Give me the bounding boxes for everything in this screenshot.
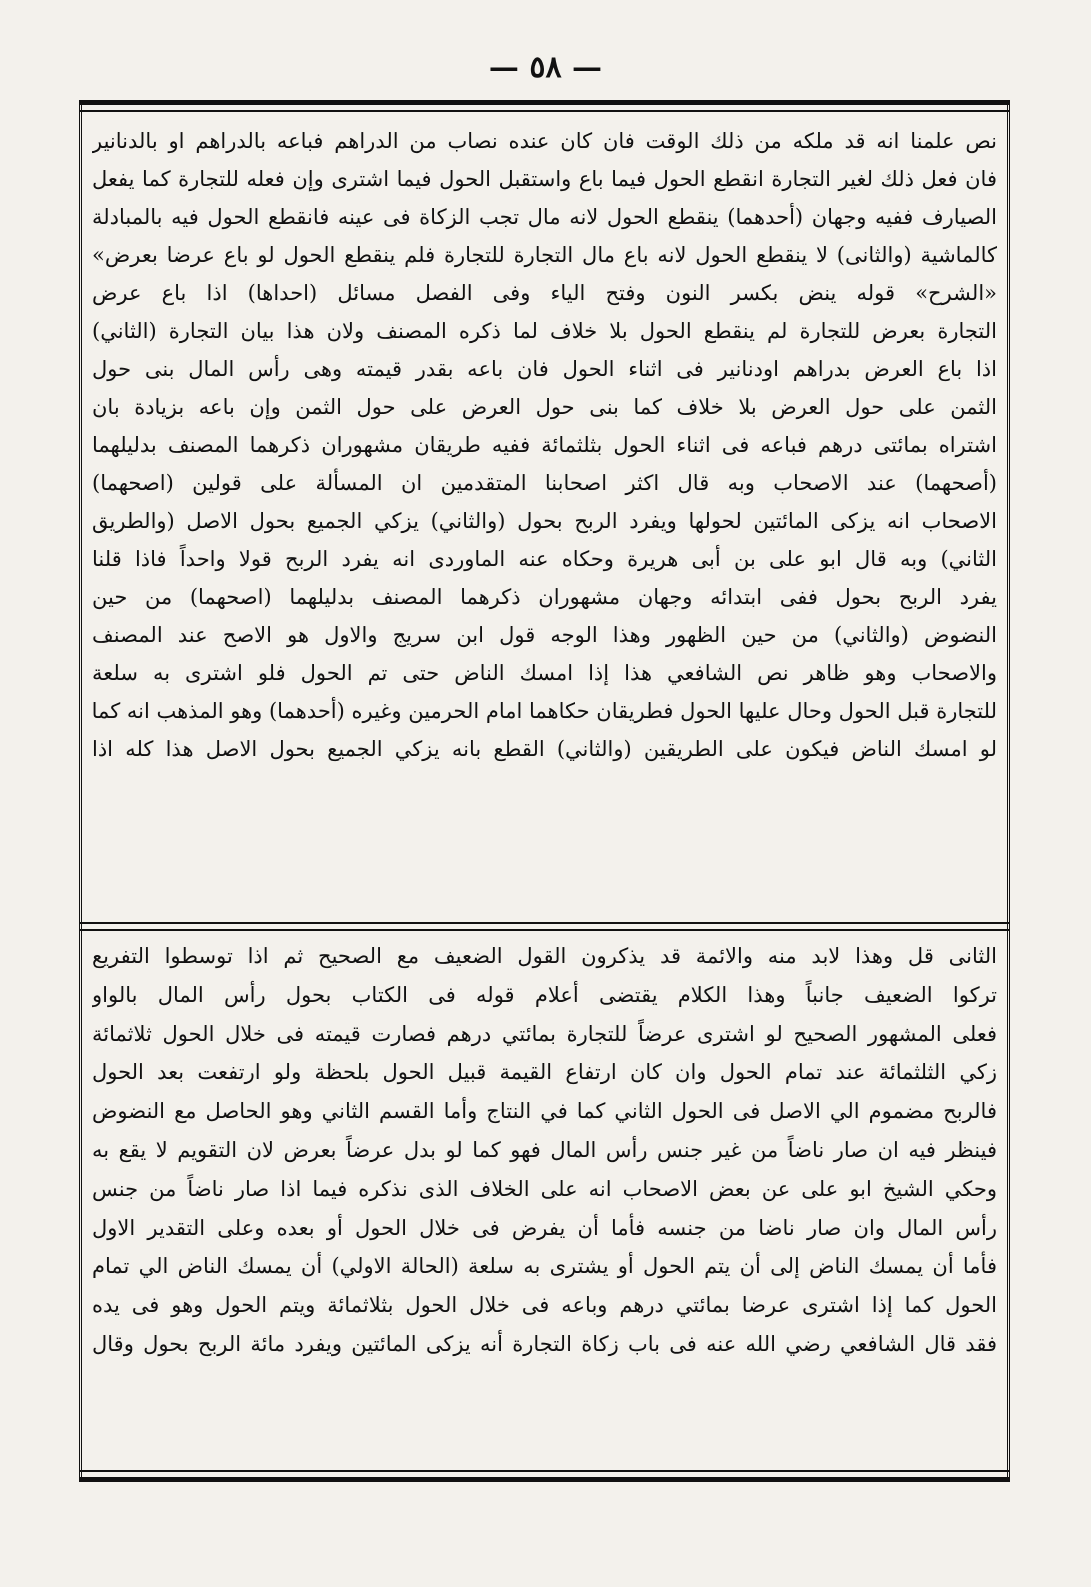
commentary-line: تركوا الضعيف جانباً وهذا الكلام يقتضى أعلام قوله فى الكتاب بحول رأس المال بالواو <box>92 982 997 1007</box>
commentary-line: فعلى المشهور الصحيح لو اشترى عرضاً للتجارة بمائتي درهم فصارت قيمته فى خلال الحول ثلاثمائة <box>92 1021 997 1046</box>
commentary-line: زكي الثلثمائة عند تمام الحول وان كان ارتفاع القيمة قبيل الحول بلحظة ولو ارتفعت بعد الحول <box>92 1060 997 1085</box>
sharh-line: الاصحاب انه يزكى المائتين لحولها ويفرد الربح بحول (والثاني) يزكي الجميع بحول الاصل (والطريق <box>92 509 997 533</box>
bottom-border-rule <box>79 1477 1010 1482</box>
commentary-line: الحول كما إذا اشترى عرضا بمائتي درهم وباعه فى خلال الحول بثلاثمائة ويتم الحول وهو فى يده <box>92 1293 997 1318</box>
page-number: — ٥٨ — <box>488 50 603 85</box>
commentary-line: فقد قال الشافعي رضي الله عنه فى باب زكاة التجارة أنه يزكى المائتين ويفرد مائة الربح بحول وقال <box>92 1331 997 1356</box>
section-divider-inner-rule <box>79 929 1010 931</box>
top-border-rule <box>79 100 1010 105</box>
sharh-line: اذا باع العرض بدراهم اودنانير فى اثناء الحول فان باعه بقدر قيمته وهى رأس المال بنى حول <box>92 357 997 381</box>
lower-commentary-section <box>92 937 997 1364</box>
matn-line: نص علمنا انه قد ملكه من ذلك الوقت فان كان عنده نصاب من الدراهم فباعه بالدراهم او بالدنانير <box>92 129 997 153</box>
sharh-line: للتجارة قبل الحول وحال عليها الحول فطريقان حكاهما امام الحرمين وغيره (أحدهما) وهو المذهب انه كما <box>92 699 997 723</box>
sharh-line: اشتراه بمائتى درهم فباعه فى اثناء الحول بثلثمائة ففيه طريقان مشهوران ذكرهما المصنف بدليلهما <box>92 433 997 457</box>
matn-line: فان فعل ذلك لغير التجارة انقطع الحول فيما باع واستقبل الحول فيما اشترى وإن فعله للتجارة كما يفعل <box>92 167 997 191</box>
bottom-border-inner-rule <box>79 1470 1010 1472</box>
sharh-line: «الشرح» قوله ينض بكسر النون وفتح الياء وفى الفصل مسائل (احداها) اذا باع عرض <box>92 281 997 305</box>
commentary-line: فينظر فيه ان صار ناضاً من غير جنس رأس المال فهو كما لو بدل عرضاً بعرض لان التقويم لا يقع به <box>92 1137 997 1162</box>
section-divider-rule <box>79 922 1010 924</box>
commentary-line: فالربح مضموم الي الاصل فى الحول الثاني كما في النتاج وأما القسم الثاني وهو الحاصل مع النضوض <box>92 1099 997 1124</box>
commentary-line: الثانى قل وهذا لابد منه والائمة قد يذكرون القول الضعيف مع الصحيح ثم اذا توسطوا التفريع <box>92 944 997 968</box>
matn-line: الصيارف ففيه وجهان (أحدهما) ينقطع الحول لانه مال تجب الزكاة فى عينه فانقطع الحول فيه بالمبادلة <box>92 205 997 229</box>
sharh-line: التجارة بعرض للتجارة لم ينقطع الحول بلا خلاف لما ذكره المصنف ولان هذا بيان التجارة (الثاني) <box>92 319 997 343</box>
commentary-line: وحكي الشيخ ابو على عن بعض الاصحاب انه على الخلاف الذى نذكره فيما اذا صار ناضاً من جنس <box>92 1176 997 1201</box>
sharh-line: النضوض (والثاني) من حين الظهور وهذا الوجه قول ابن سريج والاول هو الاصح عند المصنف <box>92 623 997 647</box>
sharh-line: (أصحهما) عند الاصحاب وبه قال اكثر اصحابنا المتقدمين ان المسألة على قولين (اصحهما) <box>92 471 997 495</box>
commentary-line: فأما أن يمسك الناض إلى أن يتم الحول أو يشترى به سلعة (الحالة الاولي) أن يمسك الناض الي تمام <box>92 1254 997 1279</box>
commentary-line: رأس المال وان صار ناضا من جنسه فأما أن يفرض فى خلال الحول أو بعده وعلى التقدير الاول <box>92 1215 997 1240</box>
sharh-line: والاصحاب وهو ظاهر نص الشافعي هذا إذا امسك الناض حتى تم الحول فلو اشترى به سلعة <box>92 661 997 685</box>
sharh-line: لو امسك الناض فيكون على الطريقين (والثاني) القطع بانه يزكي الجميع بحول الاصل هذا كله اذا <box>92 737 997 761</box>
top-border-inner-rule <box>79 110 1010 112</box>
matn-line: كالماشية (والثانى) لا ينقطع الحول لانه باع مال التجارة للتجارة فلم ينقطع الحول لو باع عرضا بعرض» <box>92 243 997 267</box>
matn-sharh-section <box>92 122 997 768</box>
sharh-line: الثاني) وبه قال ابو على بن أبى هريرة وحكاه عنه الماوردى انه يفرد الربح قولا واحداً فاذا قلنا <box>92 547 997 571</box>
sharh-line: الثمن على حول العرض بلا خلاف كما بنى حول العرض على حول الثمن وإن باعه بزيادة بان <box>92 395 997 419</box>
sharh-line: يفرد الربح بحول ففى ابتدائه وجهان مشهوران ذكرهما المصنف بدليلهما (اصحهما) من حين <box>92 585 997 609</box>
